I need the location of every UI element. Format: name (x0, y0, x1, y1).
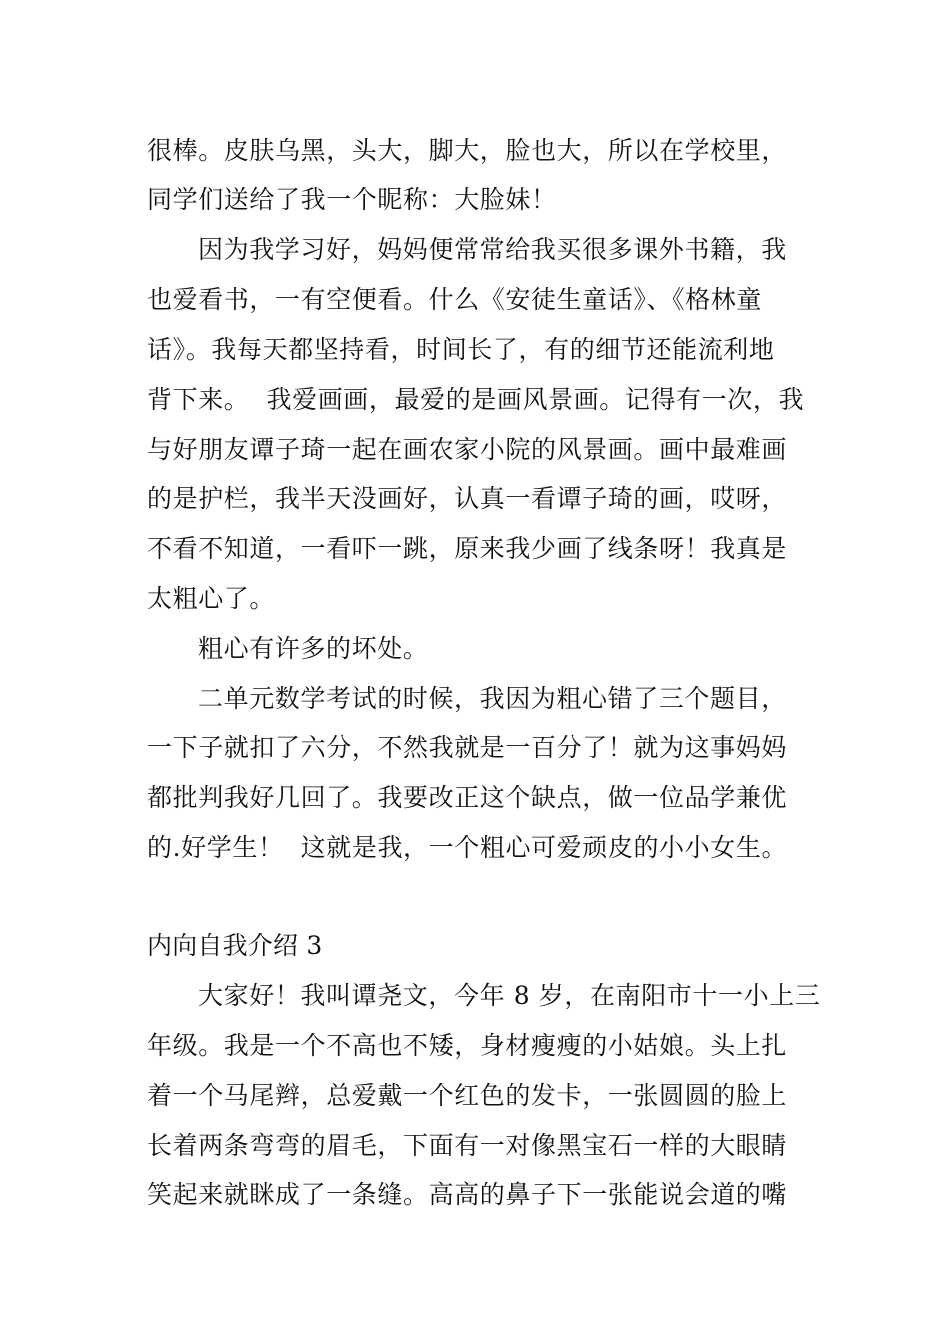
paragraph-line: 话》。我每天都坚持看，时间长了，有的细节还能流利地 (147, 335, 775, 364)
paragraph-line: 着一个马尾辫，总爱戴一个红色的发卡，一张圆圆的脸上 (147, 1081, 788, 1110)
paragraph-line: 背下来。 我爱画画，最爱的是画风景画。记得有一次，我 (147, 385, 805, 414)
paragraph-line: 都批判我好几回了。我要改正这个缺点，做一位品学兼优 (147, 783, 788, 812)
paragraph-line: 的是护栏，我半天没画好，认真一看谭子琦的画，哎呀， (147, 484, 788, 513)
paragraph-line: 粗心有许多的坏处。 (198, 634, 429, 663)
paragraph-line: 二单元数学考试的时候，我因为粗心错了三个题目， (198, 684, 787, 713)
paragraph-line: 大家好！我叫谭尧文，今年 8 岁，在南阳市十一小上三 (198, 981, 821, 1010)
paragraph-line: 一下子就扣了六分，不然我就是一百分了！就为这事妈妈 (147, 733, 788, 762)
paragraph-line: 同学们送给了我一个昵称：大脸妹！ (147, 185, 557, 214)
paragraph-line: 不看不知道，一看吓一跳，原来我少画了线条呀！我真是 (147, 534, 788, 563)
paragraph-line: 与好朋友谭子琦一起在画农家小院的风景画。画中最难画 (147, 435, 788, 464)
paragraph-line: 因为我学习好，妈妈便常常给我买很多课外书籍，我 (198, 235, 787, 264)
paragraph-line: 的.好学生！ 这就是我，一个粗心可爱顽皮的小小女生。 (147, 833, 788, 862)
paragraph-line: 年级。我是一个不高也不矮，身材瘦瘦的小姑娘。头上扎 (147, 1031, 788, 1060)
paragraph-line: 长着两条弯弯的眉毛，下面有一对像黑宝石一样的大眼睛 (147, 1131, 788, 1160)
paragraph-line: 太粗心了。 (147, 584, 276, 613)
paragraph-line: 也爱看书，一有空便看。什么《安徒生童话》、《格林童 (147, 285, 763, 314)
paragraph-line: 很棒。皮肤乌黑，头大，脚大，脸也大，所以在学校里， (147, 136, 788, 165)
paragraph-line: 笑起来就眯成了一条缝。高高的鼻子下一张能说会道的嘴 (147, 1180, 788, 1209)
section-title: 内向自我介绍 3 (147, 931, 323, 960)
